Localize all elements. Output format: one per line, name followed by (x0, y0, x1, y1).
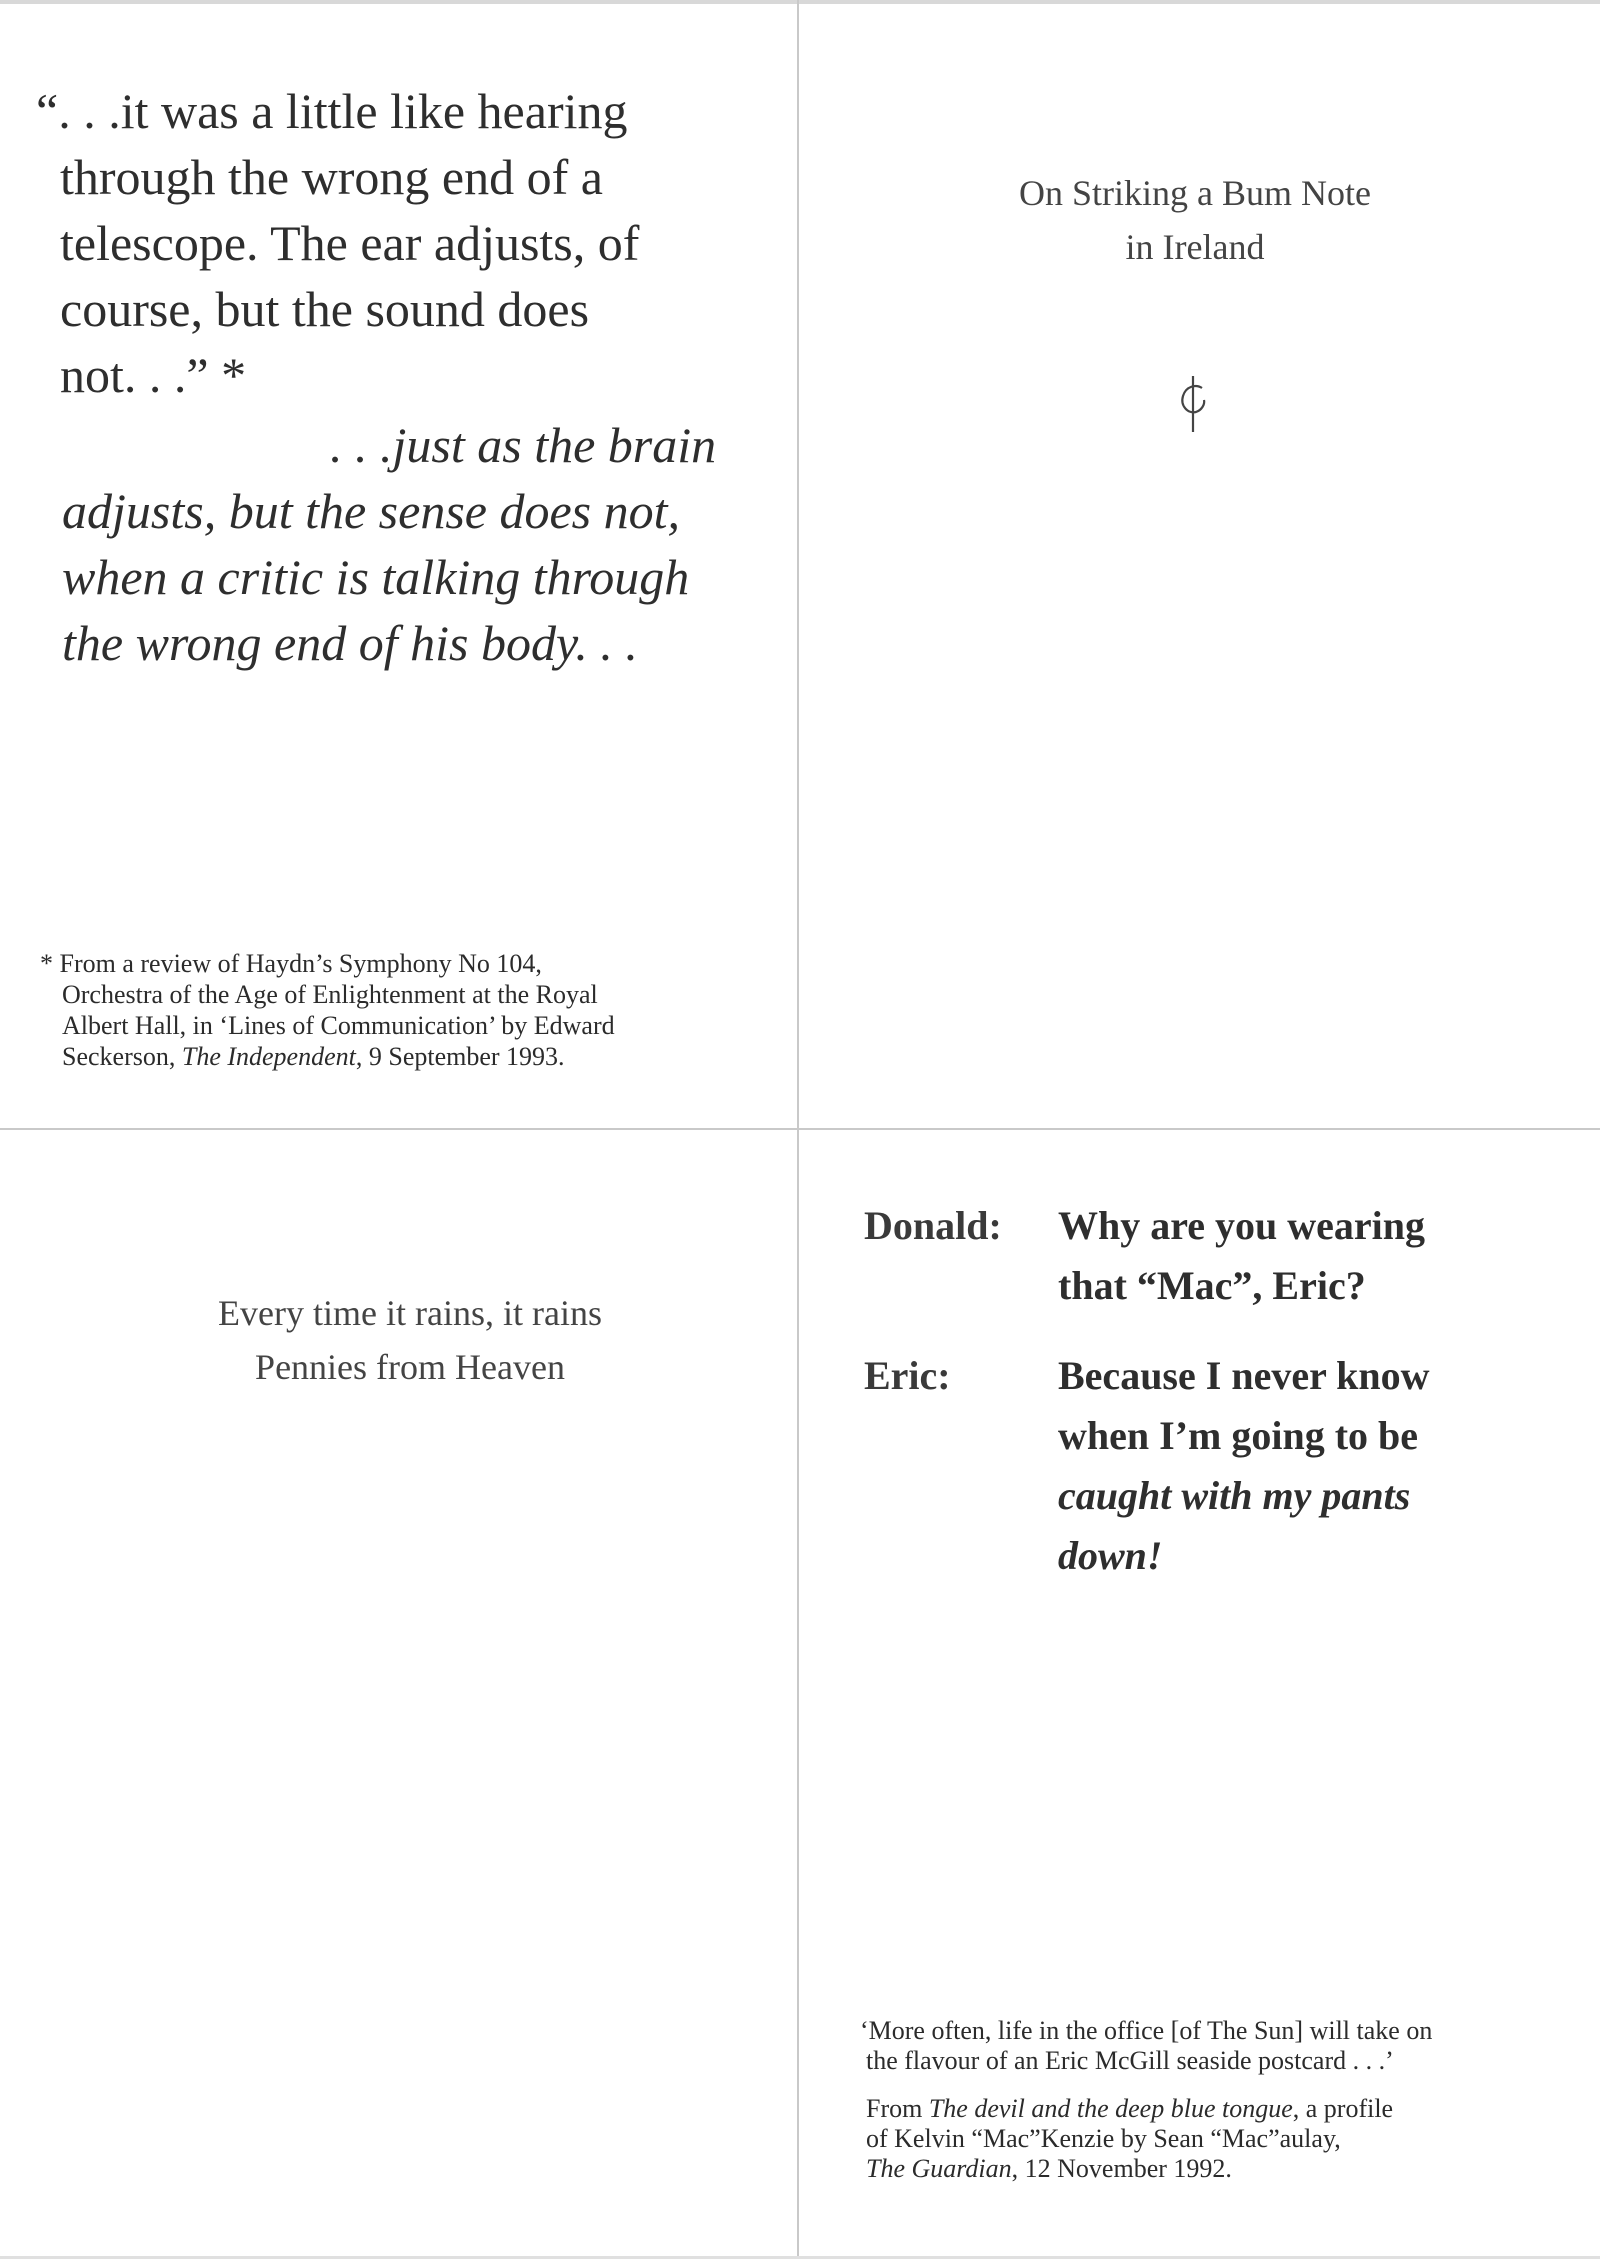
critic-quote (36, 78, 756, 408)
critic-quote-line: through the wrong end of a (60, 149, 603, 205)
bum-note-title (820, 166, 1570, 274)
donald-line (1058, 1196, 1558, 1316)
retort-line: adjusts, but the sense does not, (62, 483, 681, 539)
dialog-line-italic: down! (1058, 1533, 1163, 1578)
critic-quote-line: “. . .it was a little like hearing (36, 83, 628, 139)
critic-quote-line: telescope. The ear adjusts, of (60, 215, 640, 271)
eric-line (1058, 1346, 1558, 1586)
newspaper-name: The Guardian (866, 2154, 1012, 2183)
footnote-date: , 9 September 1993. (355, 1042, 565, 1071)
horizontal-fold-line (0, 1128, 1600, 1130)
source-line: of Kelvin “Mac”Kenzie by Sean “Mac”aulay, (866, 2124, 1341, 2153)
dialog-line-italic: caught with my pants (1058, 1473, 1411, 1518)
speaker-eric: Eric: (864, 1353, 951, 1398)
dialog-line: Because I never know (1058, 1353, 1430, 1398)
source-text: From (866, 2094, 929, 2123)
office-quote (860, 2016, 1580, 2076)
lyric-line: Pennies from Heaven (255, 1347, 565, 1387)
retort-quote (62, 412, 762, 676)
lyric-line: Every time it rains, it rains (218, 1293, 602, 1333)
footnote-line: Orchestra of the Age of Enlightenment at the Royal (62, 980, 598, 1009)
footnote-line (40, 1041, 760, 1072)
dialog-line: Why are you wearing (1058, 1203, 1426, 1248)
critic-quote-line: not. . .” * (60, 347, 247, 403)
cut-time-symbol-icon (1178, 374, 1210, 434)
source-line (866, 2154, 1586, 2184)
title-line: On Striking a Bum Note (1019, 173, 1371, 213)
office-quote-line: the flavour of an Eric McGill seaside postcard . . .’ (866, 2046, 1394, 2075)
review-footnote (40, 948, 760, 1072)
footnote-line: Albert Hall, in ‘Lines of Communication’ by Edward (62, 1011, 615, 1040)
critic-quote-line: course, but the sound does (60, 281, 590, 337)
dialog-line: that “Mac”, Eric? (1058, 1263, 1366, 1308)
footnote-line: * From a review of Haydn’s Symphony No 104, (40, 949, 542, 978)
source-text: , a profile (1292, 2094, 1394, 2123)
office-quote-line: ‘More often, life in the office [of The Sun] will take on (860, 2016, 1433, 2045)
retort-line: when a critic is talking through (62, 549, 690, 605)
dialog-line: when I’m going to be (1058, 1413, 1419, 1458)
pennies-lyric (40, 1286, 780, 1394)
source-date: , 12 November 1992. (1011, 2154, 1232, 2183)
retort-line: . . .just as the brain (330, 417, 717, 473)
title-line: in Ireland (1125, 227, 1265, 267)
publication-name: The Independent (181, 1042, 356, 1071)
speaker-donald: Donald: (864, 1203, 1002, 1248)
source-line (866, 2094, 1586, 2124)
article-title: The devil and the deep blue tongue (928, 2094, 1293, 2123)
footnote-text: Seckerson, (62, 1042, 182, 1071)
profile-source (866, 2094, 1586, 2184)
page-top-edge (0, 0, 1600, 4)
retort-line: the wrong end of his body. . . (62, 615, 638, 671)
